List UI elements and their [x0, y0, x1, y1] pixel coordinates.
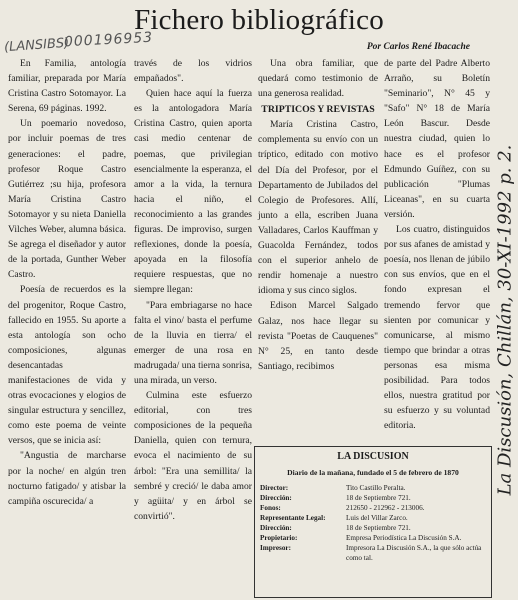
masthead-label: Impresor:	[260, 544, 292, 552]
masthead-label: Dirección:	[260, 494, 292, 502]
masthead-label: Propietario:	[260, 534, 298, 542]
masthead-label: Director:	[260, 484, 289, 492]
masthead-title: LA DISCUSION	[337, 451, 409, 462]
masthead-label: Dirección:	[260, 524, 292, 532]
paragraph: de parte del Padre Alberto Arraño, su Boletín "Seminario", N° 45 y "Safo" N° 18 de María León Bascur. Desde nuestra ciudad, quien lo hace es el profesor Edmundo Guíñez, con su publicación "Plumas Liceanas", en su cuarta versión.	[384, 58, 490, 220]
paragraph: María Cristina Castro, complementa su envío con un tríptico, editado con motivo del Día del Profesor, por el Departamento de Jubilados del Colegio de Profesores. Allí, junto a ella, escriben Juana Valladares, Carlos Kauffman y Guacolda Fernández, todos con el superior anhelo de rendir homenaje a nuestro idioma y sus cinco siglos.	[258, 119, 378, 297]
masthead-value: 212650 - 212962 - 213006.	[346, 504, 425, 512]
handwritten-catalog-number: 000196953	[63, 29, 154, 51]
paragraph: Los cuatro, distinguidos por sus afanes de amistad y poesía, nos llenan de júbilo con sus envíos, que en el fondo expresan el tremendo fervor que sienten por comunicar y comunicarse, al mismo tiempo que brindar a otras personas esa misma posibilidad. Para todos ellos, nuestra gratitud por su esfuerzo y su voluntad editoria.	[384, 224, 490, 432]
masthead-row	[255, 543, 491, 563]
paragraph: Culmina este esfuerzo editorial, con tres composiciones de la pequeña Daniella, quien con ternura, evoca el nacimiento de su árbol: "Era una semillita/ la sembré y creció/ le daba amor y agüita/ y en árbol se convirtió".	[134, 390, 252, 522]
byline: Por Carlos René Ibacache	[366, 42, 470, 52]
masthead-row	[255, 513, 491, 523]
column-1	[8, 56, 126, 509]
article-title: Fichero bibliográfico	[134, 4, 384, 36]
masthead-row	[255, 483, 491, 493]
masthead-row	[255, 523, 491, 533]
paragraph: En Familia, antología familiar, preparada por María Cristina Castro Sotomayor. La Serena, 69 páginas. 1992.	[8, 58, 126, 115]
masthead-box	[254, 446, 492, 598]
masthead-label: Representante Legal:	[260, 514, 326, 522]
masthead-value: 18 de Septiembre 721.	[346, 494, 411, 502]
column-2	[134, 56, 252, 524]
masthead-value: 18 de Septiembre 721.	[346, 524, 411, 532]
masthead-value: Tito Castillo Peralta.	[346, 484, 406, 492]
paragraph: Una obra familiar, que quedará como testimonio de una generosa realidad.	[258, 58, 378, 100]
masthead-row	[255, 493, 491, 503]
masthead-value: Empresa Periodística La Discusión S.A.	[346, 534, 462, 542]
masthead-subtitle: Diario de la mañana, fundado el 5 de febrero de 1870	[287, 468, 459, 477]
masthead-row	[255, 503, 491, 513]
masthead-label: Fonos:	[260, 504, 281, 512]
subheading: TRIPTICOS Y REVISTAS	[261, 104, 375, 116]
paragraph: Un poemario novedoso, por incluir poemas de tres generaciones: el padre, profesor Roque Castro Gutiérrez ;su hija, profesora María Cristina Castro Sotomayor y su nieta Daniella Vilches Weber, alumna básica. Se agrega el diseñador y autor de la portada, Gunther Weber Castro.	[8, 118, 126, 281]
paragraph: Quien hace aquí la fuerza es la antologadora María Cristina Castro, quien aporta casi medio centenar de poemas, que privilegian esencialmente la esperanza, el amor a la vida, la ternura hacia el niño, el reconocimiento a las grandes figuras. De improviso, surgen reflexiones, donde la poesía, apoyada en la filosofía requiere respuestas, que no siempre llegan:	[134, 88, 252, 296]
handwritten-tag: (LANSIBS)	[3, 35, 70, 56]
column-3	[258, 56, 378, 374]
handwritten-margin-text: La Discusión, Chillán, 30-XI-1992 p. 2.	[494, 144, 516, 496]
paragraph: "Para embriagarse no hace falta el vino/ basta el perfume de la lluvia en tierra/ el emerger de una rosa en madrugada/ una tierna sonrisa, una mirada, un verso.	[134, 299, 252, 386]
masthead-value: Impresora La Discusión S.A., la que sólo actúa como tal.	[346, 544, 482, 562]
paragraph: Edison Marcel Salgado Galaz, nos hace llegar su revista "Poetas de Cauquenes" N° 25, en tanto desde Santiago, recibimos	[258, 300, 378, 372]
masthead-value: Luis del Villar Zarco.	[346, 514, 408, 522]
paragraph: través de los vidrios empañados".	[134, 58, 252, 85]
column-4	[384, 56, 490, 433]
paragraph: "Angustia de marcharse por la noche/ en algún tren nocturno fatigado/ y atisbar la campiña oscurecida/ a	[8, 450, 126, 507]
masthead-row	[255, 533, 491, 543]
paragraph: Poesía de recuerdos es la del progenitor, Roque Castro, fallecido en 1955. Su aporte a esta antología son ocho composiciones, algunas desencantadas manifestaciones de vida y otras evocaciones y elogios de singular estructura y sencillez, como este poema de veinte versos, que se inicia así:	[8, 284, 126, 447]
handwritten-margin-note	[492, 60, 518, 580]
